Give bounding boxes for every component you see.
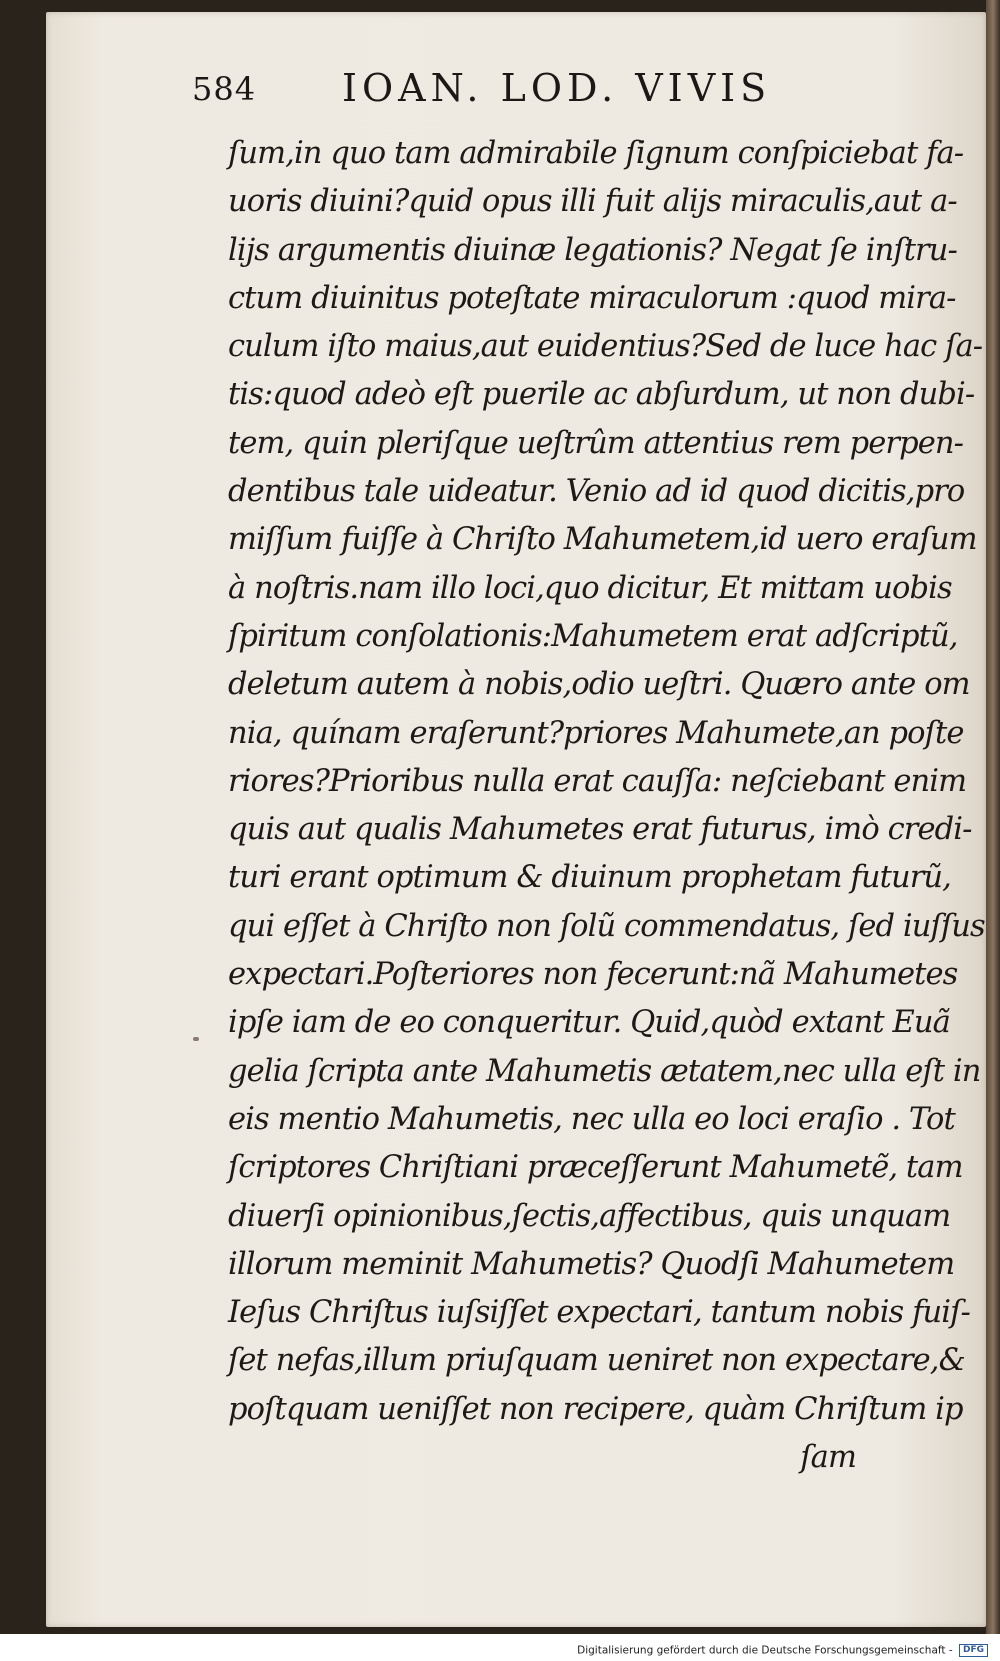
credit-text: Digitalisierung gefördert durch die Deutsche Forschungsgemeinschaft - [577, 1644, 953, 1657]
text-line: ſcriptores Chriſtiani præceſſerunt Mahumetẽ, tam [228, 1150, 963, 1186]
text-line: dentibus tale uideatur. Venio ad id quod dicitis,pro [228, 474, 965, 510]
text-line: ſet nefas,illum priuſquam ueniret non expectare,& [228, 1343, 965, 1379]
body-text [228, 130, 985, 1482]
text-line: uoris diuini?quid opus illi fuit alijs miraculis,aut a- [228, 184, 957, 220]
running-head [192, 66, 812, 122]
text-line: culum iſto maius,aut euidentius?Sed de luce hac ſa- [228, 329, 983, 365]
author-running-title: IOAN. LOD. VIVIS [342, 66, 772, 110]
ink-mark [193, 1037, 199, 1041]
text-line: riores?Prioribus nulla erat cauſſa: neſciebant enim [228, 763, 967, 799]
text-line: tem, quin pleriſque ueſtrûm attentius rem perpen- [228, 425, 964, 461]
text-line: quis aut qualis Mahumetes erat futurus, imò credi- [228, 812, 972, 848]
text-line: à noſtris.nam illo loci,quo dicitur, Et mittam uobis [228, 570, 952, 606]
text-line: poſtquam ueniſſet non recipere, quàm Chriſtum ip [228, 1391, 963, 1427]
catchword: ſam [800, 1440, 856, 1476]
text-line: deletum autem à nobis,odio ueſtri. Quæro ante om [228, 667, 970, 703]
text-line: qui eſſet à Chriſto non ſolũ commendatus, ſed iuſſus [228, 908, 985, 944]
text-line: lijs argumentis diuinæ legationis? Negat ſe inſtru- [228, 232, 957, 268]
adjacent-page-edge [986, 0, 1000, 1634]
text-line: nia, quínam eraſerunt?priores Mahumete,an poſte [228, 715, 964, 751]
digitization-credit [577, 1644, 988, 1658]
text-line: diuerſi opinionibus,ſectis,affectibus, quis unquam [228, 1198, 951, 1234]
text-line: miſſum fuiſſe à Chriſto Mahumetem,id uero eraſum [228, 522, 977, 558]
text-line: turi erant optimum & diuinum prophetam futurũ, [228, 860, 951, 896]
text-line: ſpiritum conſolationis:Mahumetem erat adſcriptũ, [228, 618, 958, 654]
text-line: ctum diuinitus poteſtate miraculorum :quod mira- [228, 280, 956, 316]
text-line: ipſe iam de eo conqueritur. Quid,quòd extant Euã [228, 1005, 950, 1041]
text-line: eis mentio Mahumetis, nec ulla eo loci eraſio . Tot [228, 1101, 955, 1137]
text-line: tis:quod adeò eſt puerile ac abſurdum, ut non dubi- [228, 377, 975, 413]
text-line: expectari.Poſteriores non fecerunt:nã Mahumetes [228, 957, 958, 993]
dfg-logo-icon[interactable]: DFG [959, 1644, 988, 1657]
page-number: 584 [192, 70, 257, 108]
text-line: Ieſus Chriſtus iuſsiſſet expectari, tantum nobis fuiſ- [228, 1295, 970, 1331]
text-line: illorum meminit Mahumetis? Quodſi Mahumetem [228, 1246, 955, 1282]
text-line: gelia ſcripta ante Mahumetis ætatem,nec ulla eſt in [228, 1053, 981, 1089]
text-line: ſum,in quo tam admirabile ſignum conſpiciebat fa- [228, 136, 964, 171]
